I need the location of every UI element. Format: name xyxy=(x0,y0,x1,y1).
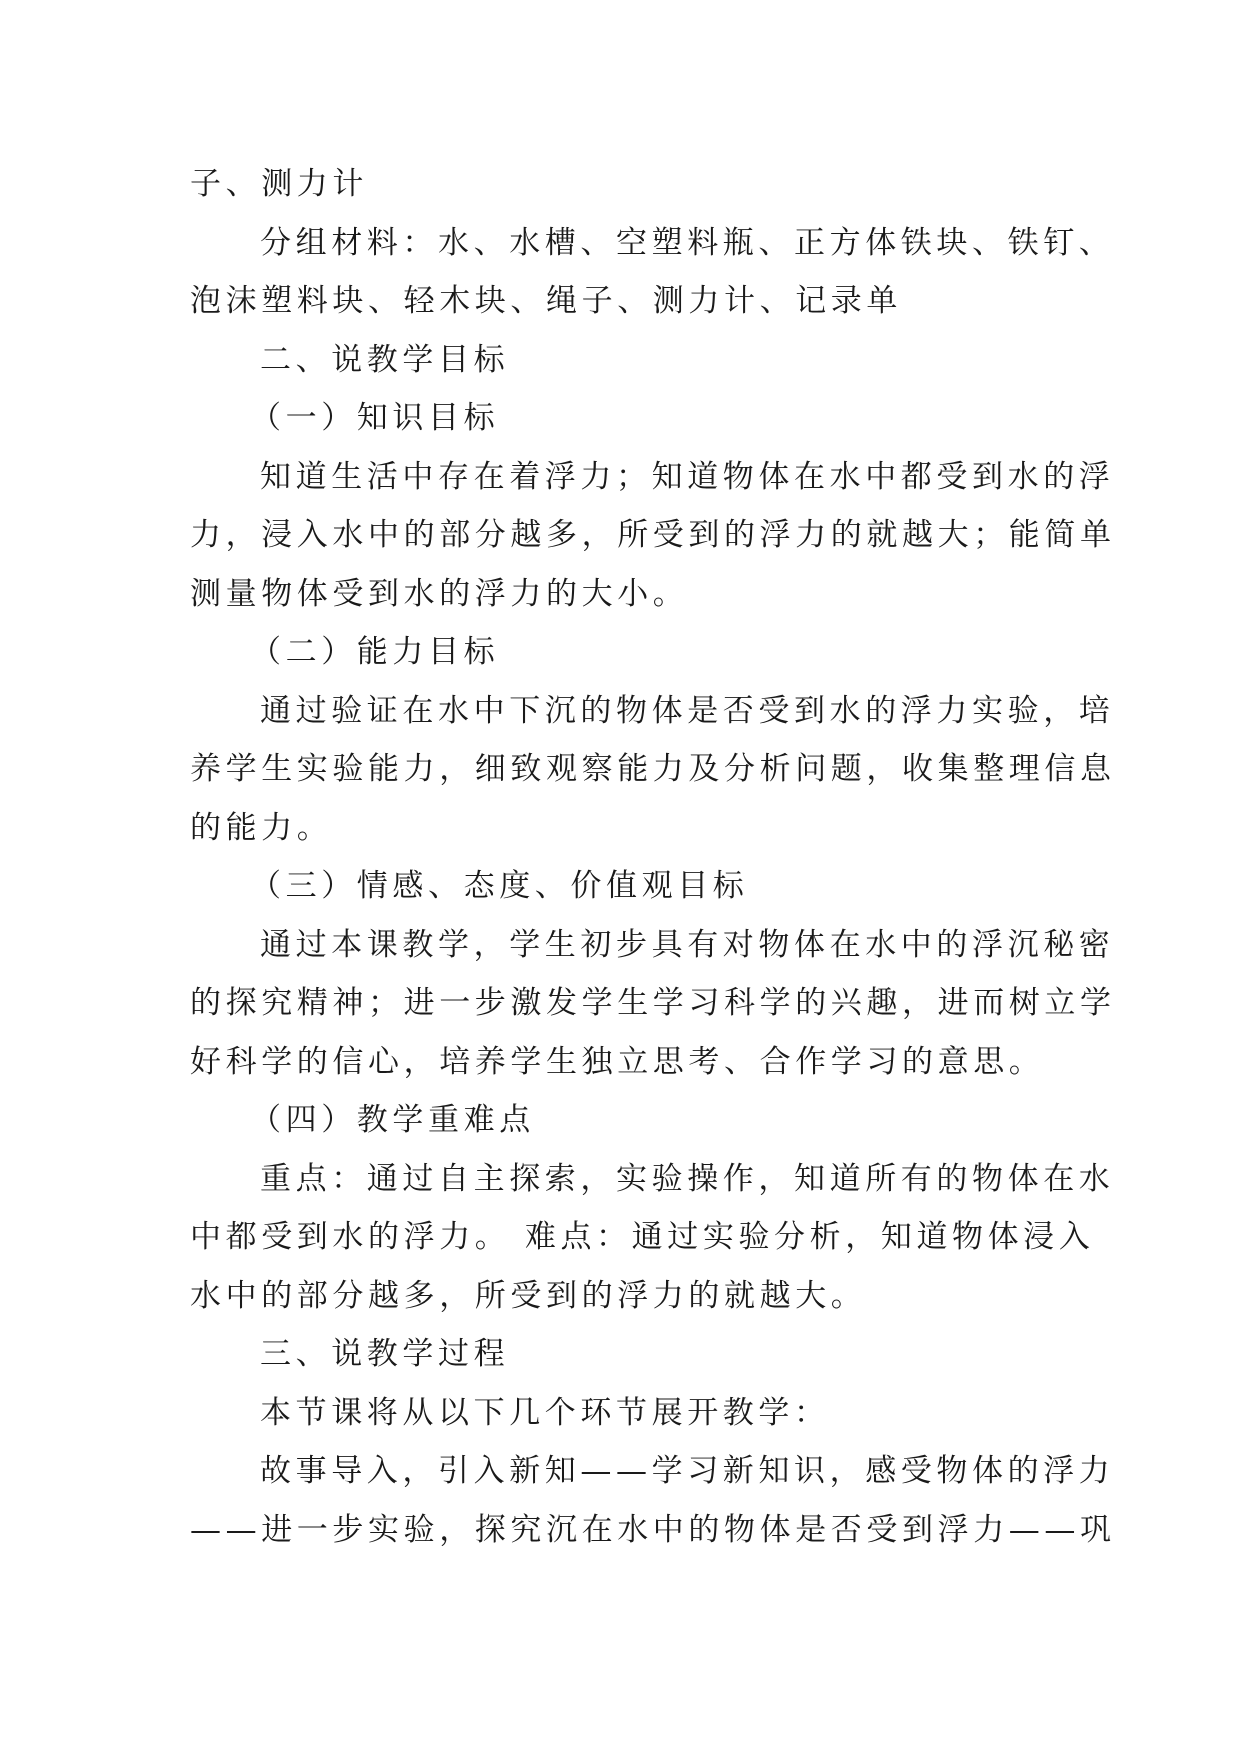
section-heading: 二、说教学目标 xyxy=(260,341,510,378)
text-line: 好科学的信心，培养学生独立思考、合作学习的意思。 xyxy=(190,1043,1045,1080)
text-line: 中都受到水的浮力。 难点：通过实验分析，知道物体浸入 xyxy=(190,1219,1095,1255)
subsection-heading: （二）能力目标 xyxy=(250,634,500,670)
text-line: ——进一步实验，探究沉在水中的物体是否受到浮力——巩 xyxy=(190,1511,1116,1548)
text-line: 水中的部分越多，所受到的浮力的就越大。 xyxy=(190,1277,867,1314)
text-line: 重点：通过自主探索，实验操作，知道所有的物体在水 xyxy=(260,1160,1115,1197)
text-line: 泡沫塑料块、轻木块、绳子、测力计、记录单 xyxy=(190,283,902,319)
text-line: 子、测力计 xyxy=(190,166,368,202)
text-line: 通过本课教学，学生初步具有对物体在水中的浮沉秘密 xyxy=(260,926,1115,963)
text-line: 故事导入，引入新知——学习新知识，感受物体的浮力 xyxy=(260,1453,1115,1489)
text-line: 分组材料：水、水槽、空塑料瓶、正方体铁块、铁钉、 xyxy=(260,224,1115,261)
text-line: 测量物体受到水的浮力的大小。 xyxy=(190,575,689,612)
text-line: 本节课将从以下几个环节展开教学： xyxy=(260,1394,830,1431)
text-line: 的能力。 xyxy=(190,809,333,846)
document-body xyxy=(190,155,1116,1559)
text-line: 养学生实验能力，细致观察能力及分析问题，收集整理信息 xyxy=(190,751,1116,787)
text-line: 通过验证在水中下沉的物体是否受到水的浮力实验，培 xyxy=(260,692,1115,729)
subsection-heading: （四）教学重难点 xyxy=(250,1102,535,1138)
text-line: 知道生活中存在着浮力；知道物体在水中都受到水的浮 xyxy=(260,458,1115,495)
subsection-heading: （三）情感、态度、价值观目标 xyxy=(250,868,749,904)
subsection-heading: （一）知识目标 xyxy=(250,400,500,436)
section-heading: 三、说教学过程 xyxy=(260,1336,510,1372)
text-line: 的探究精神；进一步激发学生学习科学的兴趣，进而树立学 xyxy=(190,985,1116,1021)
text-line: 力，浸入水中的部分越多，所受到的浮力的就越大；能简单 xyxy=(190,517,1116,553)
